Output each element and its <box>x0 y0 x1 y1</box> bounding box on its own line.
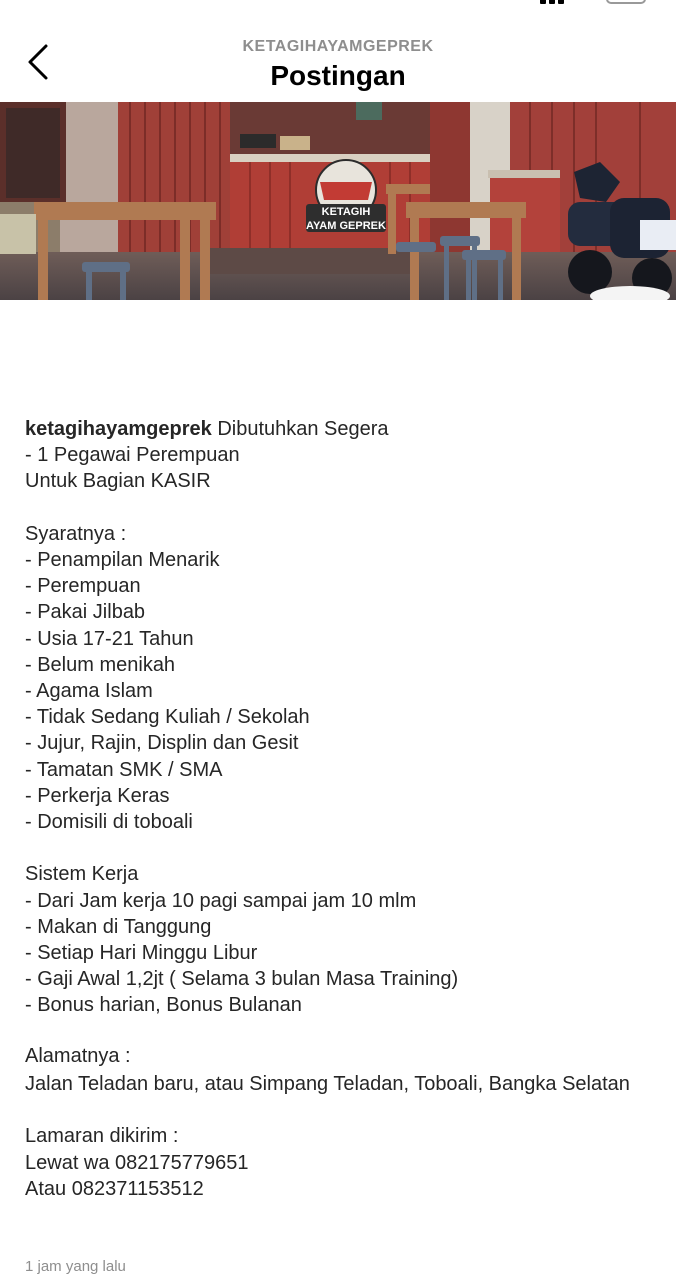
caption-line: Sistem Kerja <box>25 863 139 886</box>
caption-line <box>25 1019 655 1045</box>
caption-username[interactable]: ketagihayamgeprek <box>25 418 212 440</box>
caption-line: Atau 082371153512 <box>25 1177 204 1200</box>
caption-line: - Makan di Tanggung <box>25 915 212 938</box>
caption-line: - Perkerja Keras <box>25 784 170 807</box>
caption-line: - Domisili di toboali <box>25 811 193 834</box>
caption-line: - Tidak Sedang Kuliah / Sekolah <box>25 706 310 729</box>
caption-line: - Pakai Jilbab <box>25 601 146 624</box>
navigation-bar <box>0 30 676 100</box>
caption-text: Dibutuhkan Segera <box>211 418 389 440</box>
caption-line <box>25 1097 655 1123</box>
faded-overlay <box>0 382 676 403</box>
post-image[interactable] <box>0 102 676 300</box>
caption-line: Jalan Teladan baru, atau Simpang Teladan, Toboali, Bangka Selatan <box>25 1073 630 1096</box>
caption-line: Untuk Bagian KASIR <box>25 470 211 493</box>
post-caption <box>25 416 655 1202</box>
caption-line: Lamaran dikirim : <box>25 1125 179 1148</box>
caption-line: - Gaji Awal 1,2jt ( Selama 3 bulan Masa Training) <box>25 968 459 991</box>
battery-icon <box>606 0 646 4</box>
caption-line: - Perempuan <box>25 575 141 598</box>
caption-line <box>25 495 655 521</box>
signal-icon <box>540 0 564 4</box>
caption-line <box>25 835 655 861</box>
caption-line: - Agama Islam <box>25 680 153 703</box>
caption-line: - Belum menikah <box>25 653 176 676</box>
sign-text-top: KETAGIH <box>321 206 371 218</box>
caption-line: - Dari Jam kerja 10 pagi sampai jam 10 mlm <box>25 889 417 912</box>
status-bar <box>0 0 676 14</box>
account-name[interactable]: KETAGIHAYAMGEPREK <box>242 38 434 55</box>
caption-line: - Jujur, Rajin, Displin dan Gesit <box>25 732 299 755</box>
caption-line: - Bonus harian, Bonus Bulanan <box>25 994 302 1017</box>
caption-line: Lewat wa 082175779651 <box>25 1151 249 1174</box>
caption-line: - Setiap Hari Minggu Libur <box>25 942 258 965</box>
caption-first-line <box>25 416 655 442</box>
restaurant-photo <box>0 102 676 300</box>
post-timestamp: 1 jam yang lalu <box>25 1258 126 1275</box>
caption-line: - Usia 17-21 Tahun <box>25 627 194 650</box>
caption-line: Alamatnya : <box>25 1044 131 1067</box>
caption-line: - Penampilan Menarik <box>25 549 220 571</box>
caption-line: - 1 Pegawai Perempuan <box>25 444 240 467</box>
page-title: Postingan <box>270 60 406 91</box>
sign-text-bottom: AYAM GEPREK <box>306 220 386 232</box>
caption-line: - Tamatan SMK / SMA <box>25 758 223 781</box>
caption-line: Syaratnya : <box>25 522 127 545</box>
